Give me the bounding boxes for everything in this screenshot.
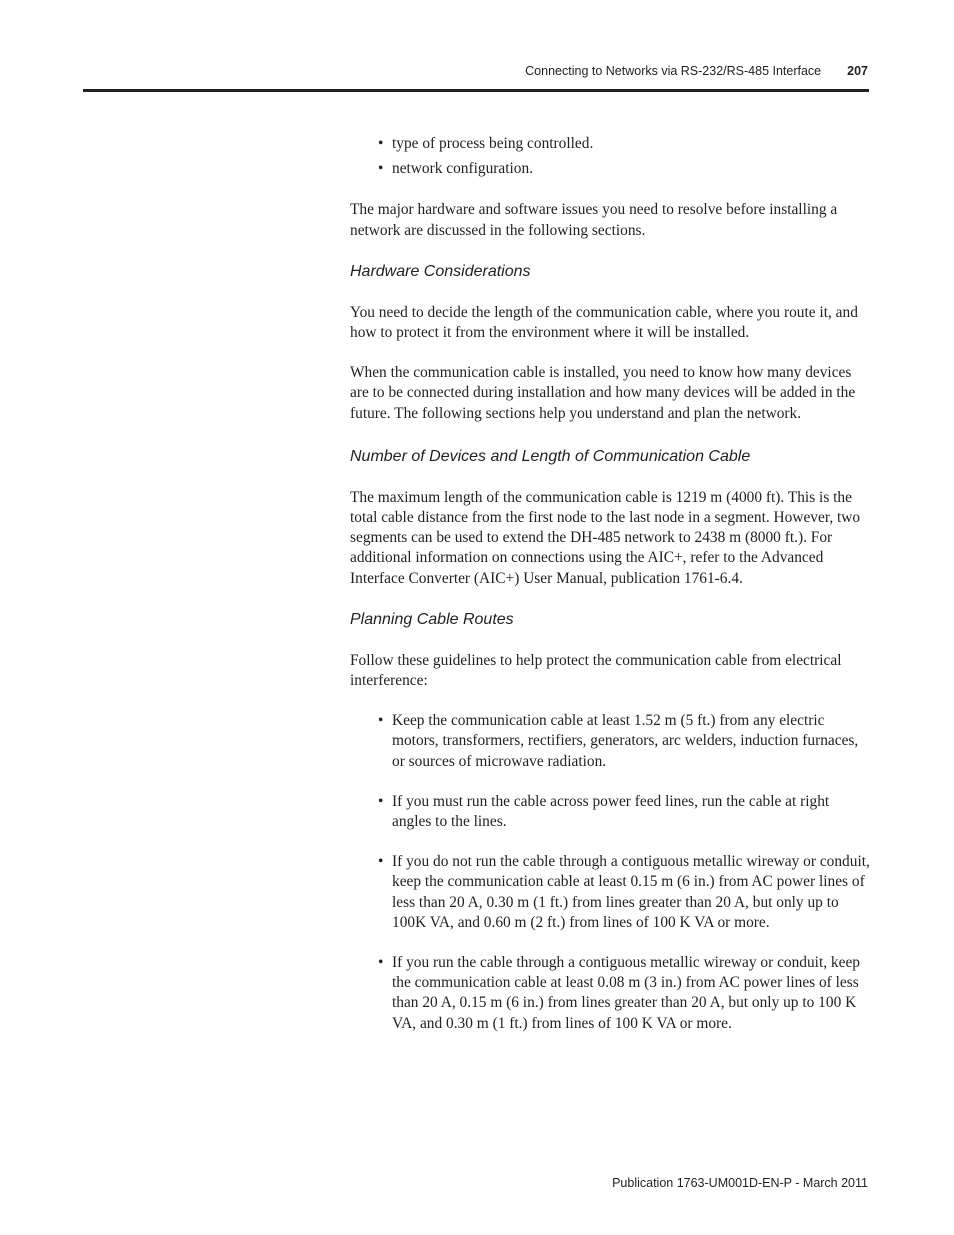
header-title: Connecting to Networks via RS-232/RS-485 Interface (525, 64, 822, 78)
list-item: • type of process being controlled. (378, 134, 870, 154)
list-item: • If you run the cable through a contiguous metallic wireway or conduit, keep the communication cable at least 0.08 m (3 in.) from AC power lines of less than 20 A, 0.15 m (6 in.) from lines greater than 20 A, but only up to 100 K VA, and 0.30 m (1 ft.) from lines of 100 K VA or more. (378, 953, 870, 1034)
running-header (525, 64, 868, 78)
page-number: 207 (847, 64, 868, 78)
heading-hardware-considerations: Hardware Considerations (350, 262, 531, 280)
intro-bullet-list (350, 134, 870, 179)
heading-planning-cable-routes: Planning Cable Routes (350, 610, 514, 628)
routes-bullet-list (350, 711, 870, 1034)
heading-number-of-devices: Number of Devices and Length of Communication Cable (350, 447, 751, 465)
page-body (350, 134, 870, 1054)
hardware-paragraph-2: When the communication cable is installed, you need to know how many devices are to be connected during installation and how many devices will be added in the future. The following sections help you understand and plan the network. (350, 364, 856, 422)
list-item: • Keep the communication cable at least 1.52 m (5 ft.) from any electric motors, transformers, rectifiers, generators, arc welders, induction furnaces, or sources of microwave radiation. (378, 711, 870, 772)
devices-paragraph-1: The maximum length of the communication cable is 1219 m (4000 ft). This is the total cable distance from the first node to the last node in a segment. However, two segments can be used to extend the DH-485 network to 2438 m (8000 ft.). For additional information on connections using the AIC+, refer to the Advanced Interface Converter (AIC+) User Manual, publication 1761-6.4. (350, 488, 861, 587)
header-rule (83, 89, 869, 92)
intro-paragraph: The major hardware and software issues you need to resolve before installing a network are discussed in the following sections. (350, 201, 838, 239)
list-item: • If you must run the cable across power feed lines, run the cable at right angles to the lines. (378, 792, 870, 832)
routes-paragraph-1: Follow these guidelines to help protect the communication cable from electrical interference: (350, 651, 842, 690)
list-item: • network configuration. (378, 159, 870, 179)
list-item: • If you do not run the cable through a contiguous metallic wireway or conduit, keep the communication cable at least 0.15 m (6 in.) from AC power lines of less than 20 A, 0.30 m (1 ft.) from lines greater than 20 A, but only up to 100K VA, and 0.60 m (2 ft.) from lines of 100 K VA or more. (378, 852, 870, 933)
hardware-paragraph-1: You need to decide the length of the communication cable, where you route it, and how to protect it from the environment where it will be installed. (350, 303, 858, 342)
publication-footer: Publication 1763-UM001D-EN-P - March 2011 (612, 1176, 868, 1190)
